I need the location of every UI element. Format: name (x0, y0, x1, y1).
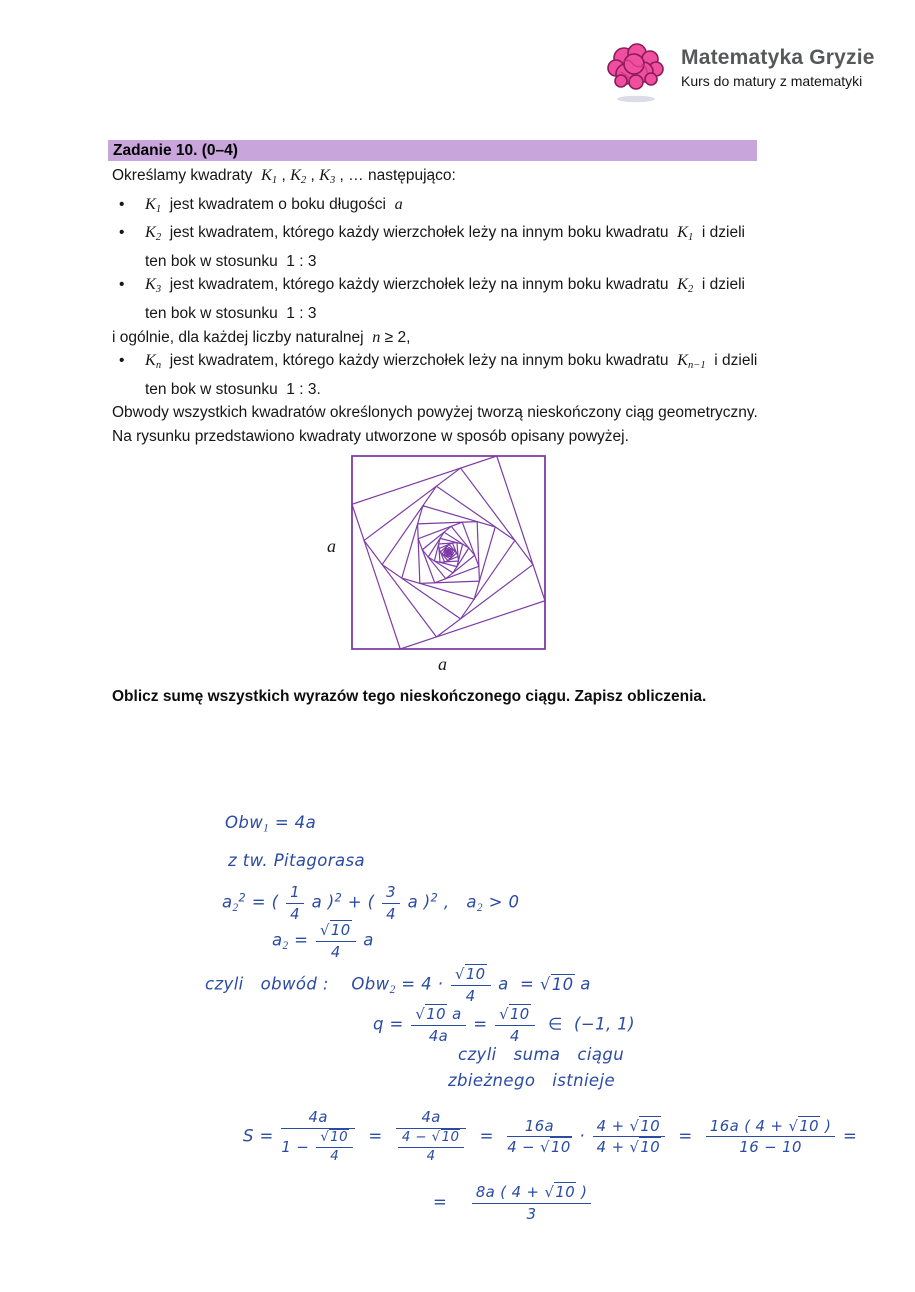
radicand: 10 (799, 1116, 820, 1135)
numerator (398, 1130, 465, 1149)
text: czyli obwód : Obw (205, 974, 390, 994)
text: , (306, 167, 320, 184)
fraction (706, 1117, 835, 1157)
denominator (495, 1026, 535, 1046)
text: , (277, 167, 291, 184)
text: jest kwadratem, którego każdy wierzchołek leży na innym boku kwadratu (161, 276, 678, 294)
radicand: 10 (330, 921, 351, 939)
fraction (411, 1005, 465, 1045)
logo-text (681, 38, 875, 89)
math-variable: a (394, 194, 403, 213)
solution-line (225, 813, 316, 834)
paragraph (112, 425, 764, 449)
denominator (507, 1137, 571, 1157)
handwritten-solution (110, 805, 858, 1265)
spiral-square (448, 552, 449, 553)
text: = (357, 1126, 394, 1146)
text: 4 (465, 986, 476, 1005)
radicand: 10 (555, 1183, 576, 1201)
fraction (396, 1108, 467, 1166)
text: 3 (526, 1204, 537, 1223)
square-root: √10 (499, 1005, 530, 1023)
solution-line (222, 883, 519, 923)
square-root: √10 (629, 1138, 661, 1157)
task-description (112, 164, 764, 448)
fraction (286, 883, 304, 923)
radicand: 10 (640, 1116, 661, 1135)
text: z tw. Pitagorasa (228, 851, 365, 870)
subscript: 2 (476, 901, 483, 914)
square-root: √10 (320, 1129, 349, 1145)
numerator (286, 883, 304, 904)
numerator (382, 883, 400, 904)
bullet-item (112, 193, 764, 222)
text: ≥ 2, (380, 328, 411, 346)
superscript: 2 (430, 891, 439, 905)
denominator (472, 1204, 592, 1224)
solution-line (448, 1071, 615, 1090)
denominator (398, 1148, 465, 1166)
denominator (316, 1148, 353, 1166)
math-variable: K (290, 166, 301, 184)
text: 16 − 10 (739, 1138, 802, 1157)
square-root: √10 (539, 974, 574, 994)
numerator (396, 1108, 467, 1129)
text: 4 + (596, 1116, 630, 1135)
solution-line (243, 1108, 857, 1166)
numerator (507, 1117, 571, 1138)
math-variable: K (677, 275, 689, 294)
text: 4a (421, 1108, 441, 1126)
solution-line (373, 1005, 635, 1045)
text: = (837, 1126, 858, 1146)
fraction (382, 883, 400, 923)
math-variable: K (145, 351, 156, 370)
brain-shadow (617, 96, 655, 102)
text: 16a ( 4 + (709, 1116, 789, 1135)
square-root: √10 (540, 1138, 571, 1157)
text: a ) (305, 892, 335, 912)
text: ) (576, 1183, 588, 1201)
math-variable: K (145, 194, 156, 213)
square-root: √10 (431, 1129, 460, 1145)
denominator (593, 1137, 665, 1157)
numerator (411, 1005, 465, 1026)
radicand: 10 (640, 1138, 661, 1157)
fraction (593, 1117, 665, 1157)
text: = (667, 1126, 704, 1146)
numerator (593, 1117, 665, 1138)
text: ∈ (−1, 1) (536, 1014, 635, 1034)
text: , a (438, 892, 477, 912)
subscript: 2 (389, 983, 396, 996)
solution-line (228, 851, 365, 870)
subscript: 3 (329, 175, 336, 187)
math-variable: n (372, 327, 381, 346)
text: 4a (428, 1026, 449, 1045)
radicand: 10 (551, 974, 574, 994)
radicand: 10 (441, 1129, 460, 1145)
subscript: 1 (155, 203, 162, 215)
text: , … następująco: (335, 167, 456, 184)
math-variable: K (145, 275, 156, 294)
subscript: 2 (232, 901, 239, 914)
text: + ( (342, 892, 381, 912)
text: = 4 · (395, 974, 449, 994)
subscript: 2 (155, 232, 162, 244)
text: i ogólnie, dla każdej liczby naturalnej (112, 328, 373, 346)
text: a (574, 974, 591, 994)
solution-line (272, 921, 374, 961)
numerator (316, 1130, 353, 1149)
text: 4 + (596, 1138, 630, 1157)
text: 4 (330, 1149, 340, 1165)
text: jest kwadratem o boku długości (161, 195, 395, 213)
square-root: √10 (454, 965, 486, 983)
numerator (316, 921, 356, 942)
solution-line (205, 965, 591, 1005)
fraction (398, 1130, 465, 1166)
text: 1 (290, 883, 300, 901)
text: 4a (308, 1108, 328, 1126)
text: = (467, 1014, 494, 1034)
text: > 0 (482, 892, 520, 912)
math-variable: K (677, 351, 689, 370)
solution-line (458, 1045, 624, 1064)
square-root: √10 (415, 1005, 446, 1023)
subscript: 2 (688, 284, 694, 296)
square-root: √10 (788, 1116, 820, 1135)
text: czyli suma ciągu (458, 1045, 625, 1064)
text: Określamy kwadraty (112, 167, 262, 184)
subscript: 3 (155, 284, 162, 296)
text: 4 (426, 1149, 436, 1165)
text: S = (243, 1126, 280, 1146)
denominator (411, 1026, 465, 1046)
denominator (451, 986, 491, 1006)
logo-subtitle: Kurs do matury z matematyki (681, 73, 863, 90)
text: = (468, 1126, 506, 1146)
numerator (451, 965, 491, 986)
subscript: n−1 (688, 360, 706, 372)
square-root: √10 (544, 1183, 576, 1201)
fraction (472, 1183, 592, 1223)
text: a (446, 1005, 462, 1023)
text: = ( (246, 892, 285, 912)
text: = 4a (269, 813, 317, 832)
subscript: n (155, 360, 162, 372)
fraction (451, 965, 491, 1005)
figure-label-left: a (327, 536, 336, 556)
superscript: 2 (334, 891, 343, 905)
denominator (396, 1129, 467, 1166)
text: a = (492, 974, 540, 994)
text: a ) (401, 892, 431, 912)
fraction (495, 1005, 535, 1045)
numerator (495, 1005, 535, 1026)
subscript: 2 (300, 175, 307, 187)
text: 3 (386, 883, 396, 901)
radicand: 10 (465, 965, 486, 983)
text: 4 (290, 904, 300, 923)
denominator (281, 1129, 355, 1166)
instruction-text: Oblicz sumę wszystkich wyrazów tego nieskończonego ciągu. Zapisz obliczenia. (112, 688, 707, 705)
logo (603, 38, 875, 104)
bullet-item (112, 349, 764, 401)
radicand: 10 (426, 1005, 446, 1023)
radicand: 10 (330, 1129, 349, 1145)
text: Obwody wszystkich kwadratów określonych powyżej tworzą nieskończony ciąg geometryczny. (112, 404, 758, 422)
text: i dzieli ten bok w stosunku 1 : 3 (145, 224, 750, 270)
brain-icon (603, 38, 671, 104)
text: 4 − (401, 1129, 432, 1145)
subscript: 2 (282, 939, 289, 952)
square-root: √10 (320, 921, 351, 939)
math-variable: K (319, 166, 330, 184)
text: 4 (386, 904, 396, 923)
denominator (382, 904, 400, 924)
fraction (507, 1117, 571, 1157)
figure (327, 454, 543, 674)
math-variable: K (261, 166, 272, 184)
paragraph (112, 326, 764, 350)
text: q = (373, 1014, 410, 1034)
spiral-squares-figure (350, 454, 547, 651)
square-root: √10 (629, 1116, 661, 1135)
paragraph (112, 401, 764, 425)
text: 8a ( 4 + (475, 1183, 545, 1201)
radicand: 10 (550, 1138, 571, 1157)
text: 4 − (507, 1138, 541, 1157)
denominator (316, 942, 356, 962)
task-header-title: Zadanie 10. (0–4) (113, 141, 238, 159)
figure-label-bottom: a (438, 654, 447, 674)
text: = (433, 1192, 470, 1212)
bullet-item (112, 273, 764, 325)
text: 4 (509, 1026, 520, 1045)
text: 1 − (281, 1137, 315, 1156)
numerator (281, 1108, 355, 1129)
text: jest kwadratem, którego każdy wierzchołek leży na innym boku kwadratu (161, 224, 678, 242)
math-variable: K (677, 223, 689, 242)
text: 4 (330, 942, 341, 961)
text: i dzieli ten bok w stosunku 1 : 3. (145, 352, 762, 398)
denominator (706, 1137, 835, 1157)
text: jest kwadratem, którego każdy wierzchołek leży na innym boku kwadratu (161, 352, 678, 370)
subscript: 1 (688, 232, 694, 244)
text: ) (820, 1116, 832, 1135)
text: Na rysunku przedstawiono kwadraty utworzone w sposób opisany powyżej. (112, 427, 629, 445)
text: zbieżnego istnieje (448, 1071, 616, 1090)
paragraph (112, 164, 764, 193)
fraction (316, 1130, 353, 1166)
text: a (222, 892, 233, 912)
solution-line (433, 1183, 593, 1223)
subscript: 1 (271, 175, 278, 187)
bullet-item (112, 221, 764, 273)
fraction (316, 921, 356, 961)
superscript: 2 (238, 891, 247, 905)
numerator (472, 1183, 592, 1204)
text: i dzieli ten bok w stosunku 1 : 3 (145, 276, 750, 323)
text: · (573, 1126, 591, 1146)
task-header-bar (108, 140, 757, 161)
math-variable: K (145, 223, 156, 242)
text: Obw (225, 813, 264, 832)
brain-icon-svg (603, 38, 671, 104)
logo-title: Matematyka Gryzie (681, 46, 875, 69)
numerator (706, 1117, 835, 1138)
text: = (288, 930, 315, 950)
text: a (272, 930, 283, 950)
text: 16a (524, 1116, 555, 1135)
text: a (357, 930, 374, 950)
subscript: 1 (263, 822, 270, 835)
fraction (281, 1108, 355, 1166)
radicand: 10 (509, 1005, 530, 1023)
